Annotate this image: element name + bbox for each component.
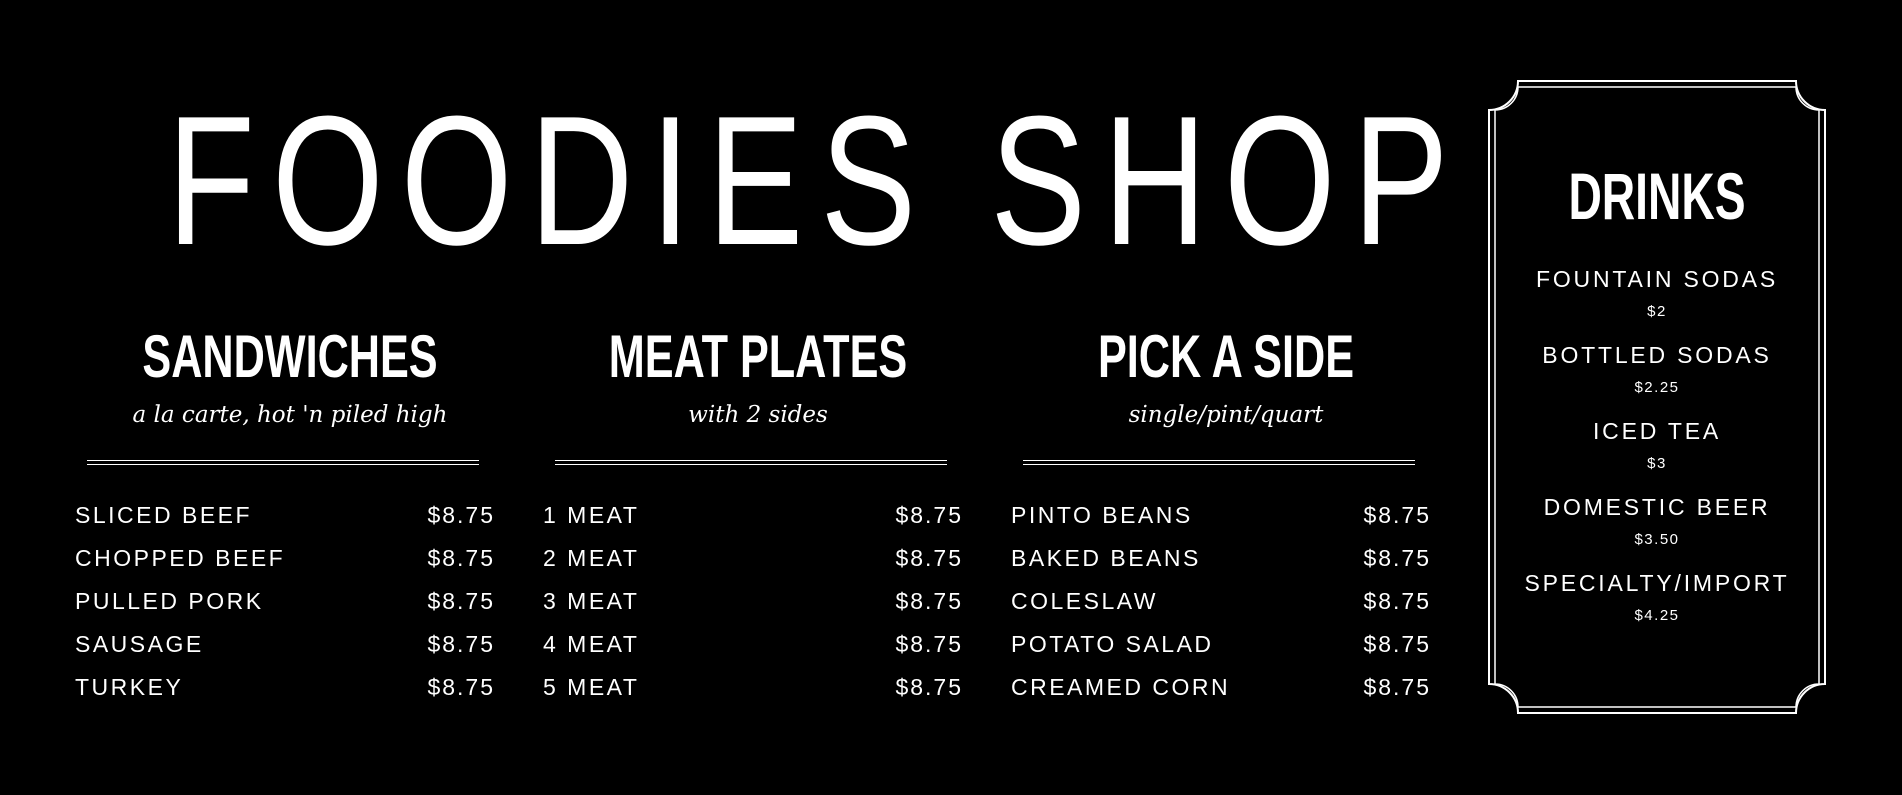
item-price: $8.75 bbox=[1363, 588, 1431, 614]
item-price: $8.75 bbox=[895, 588, 963, 614]
section-divider bbox=[87, 460, 479, 465]
menu-item bbox=[543, 537, 963, 580]
section-divider bbox=[555, 460, 947, 465]
item-price: $8.75 bbox=[427, 502, 495, 528]
menu-item bbox=[75, 580, 495, 623]
menu-item bbox=[1011, 537, 1431, 580]
drink-price: $2.25 bbox=[1634, 379, 1680, 396]
item-price: $8.75 bbox=[427, 674, 495, 700]
menu-item bbox=[543, 666, 963, 709]
drink-price: $2 bbox=[1647, 303, 1667, 320]
section-heading: MEAT PLATES bbox=[608, 323, 908, 390]
section-divider bbox=[1023, 460, 1415, 465]
item-price: $8.75 bbox=[427, 545, 495, 571]
drink-item bbox=[1488, 339, 1826, 415]
item-name: 1 MEAT bbox=[543, 502, 640, 528]
item-name: CHOPPED BEEF bbox=[75, 545, 286, 571]
drink-item bbox=[1488, 491, 1826, 567]
item-price: $8.75 bbox=[427, 588, 495, 614]
item-price: $8.75 bbox=[1363, 674, 1431, 700]
drink-name: DOMESTIC BEER bbox=[1543, 494, 1771, 520]
item-price: $8.75 bbox=[895, 674, 963, 700]
menu-item bbox=[75, 494, 495, 537]
drink-price: $4.25 bbox=[1634, 607, 1680, 624]
item-list bbox=[75, 494, 495, 709]
drink-name: ICED TEA bbox=[1592, 418, 1722, 444]
item-price: $8.75 bbox=[1363, 631, 1431, 657]
menu-item bbox=[1011, 666, 1431, 709]
menu-item bbox=[1011, 623, 1431, 666]
menu-item bbox=[75, 623, 495, 666]
item-list bbox=[1011, 494, 1431, 709]
section-heading: SANDWICHES bbox=[142, 323, 438, 390]
item-name: TURKEY bbox=[75, 674, 184, 700]
menu-item bbox=[543, 580, 963, 623]
menu-item bbox=[543, 494, 963, 537]
item-name: 3 MEAT bbox=[543, 588, 640, 614]
drink-item bbox=[1488, 415, 1826, 491]
drinks-panel bbox=[1488, 80, 1826, 714]
menu-item bbox=[1011, 494, 1431, 537]
item-name: BAKED BEANS bbox=[1011, 545, 1201, 571]
item-name: PINTO BEANS bbox=[1011, 502, 1193, 528]
menu-section-sandwiches bbox=[75, 322, 505, 700]
drink-item bbox=[1488, 263, 1826, 339]
item-price: $8.75 bbox=[1363, 545, 1431, 571]
section-heading: PICK A SIDE bbox=[1097, 323, 1355, 390]
item-price: $8.75 bbox=[1363, 502, 1431, 528]
drink-name: BOTTLED SODAS bbox=[1542, 342, 1772, 368]
item-list bbox=[543, 494, 963, 709]
item-name: 5 MEAT bbox=[543, 674, 640, 700]
menu-item bbox=[543, 623, 963, 666]
drink-price: $3 bbox=[1647, 455, 1667, 472]
item-name: COLESLAW bbox=[1011, 588, 1158, 614]
item-price: $8.75 bbox=[895, 502, 963, 528]
section-subtitle: single/pint/quart bbox=[1128, 402, 1324, 428]
item-name: SLICED BEEF bbox=[75, 502, 253, 528]
item-name: 4 MEAT bbox=[543, 631, 640, 657]
item-name: SAUSAGE bbox=[75, 631, 204, 657]
item-price: $8.75 bbox=[895, 631, 963, 657]
item-name: 2 MEAT bbox=[543, 545, 640, 571]
menu-item bbox=[1011, 580, 1431, 623]
drink-name: SPECIALTY/IMPORT bbox=[1524, 570, 1790, 596]
menu-section-meat-plates bbox=[543, 322, 973, 700]
item-name: POTATO SALAD bbox=[1011, 631, 1214, 657]
drink-item bbox=[1488, 567, 1826, 643]
item-name: PULLED PORK bbox=[75, 588, 264, 614]
drinks-list bbox=[1488, 263, 1826, 643]
menu-item bbox=[75, 666, 495, 709]
item-name: CREAMED CORN bbox=[1011, 674, 1231, 700]
item-price: $8.75 bbox=[427, 631, 495, 657]
drink-price: $3.50 bbox=[1634, 531, 1680, 548]
section-subtitle: a la carte, hot 'n piled high bbox=[132, 402, 448, 428]
drink-name: FOUNTAIN SODAS bbox=[1536, 266, 1778, 292]
section-subtitle: with 2 sides bbox=[688, 402, 828, 428]
shop-title: FOODIES SHOP bbox=[167, 77, 1466, 283]
menu-item bbox=[75, 537, 495, 580]
drinks-heading: DRINKS bbox=[1568, 159, 1746, 233]
item-price: $8.75 bbox=[895, 545, 963, 571]
menu-section-sides bbox=[1011, 322, 1441, 700]
